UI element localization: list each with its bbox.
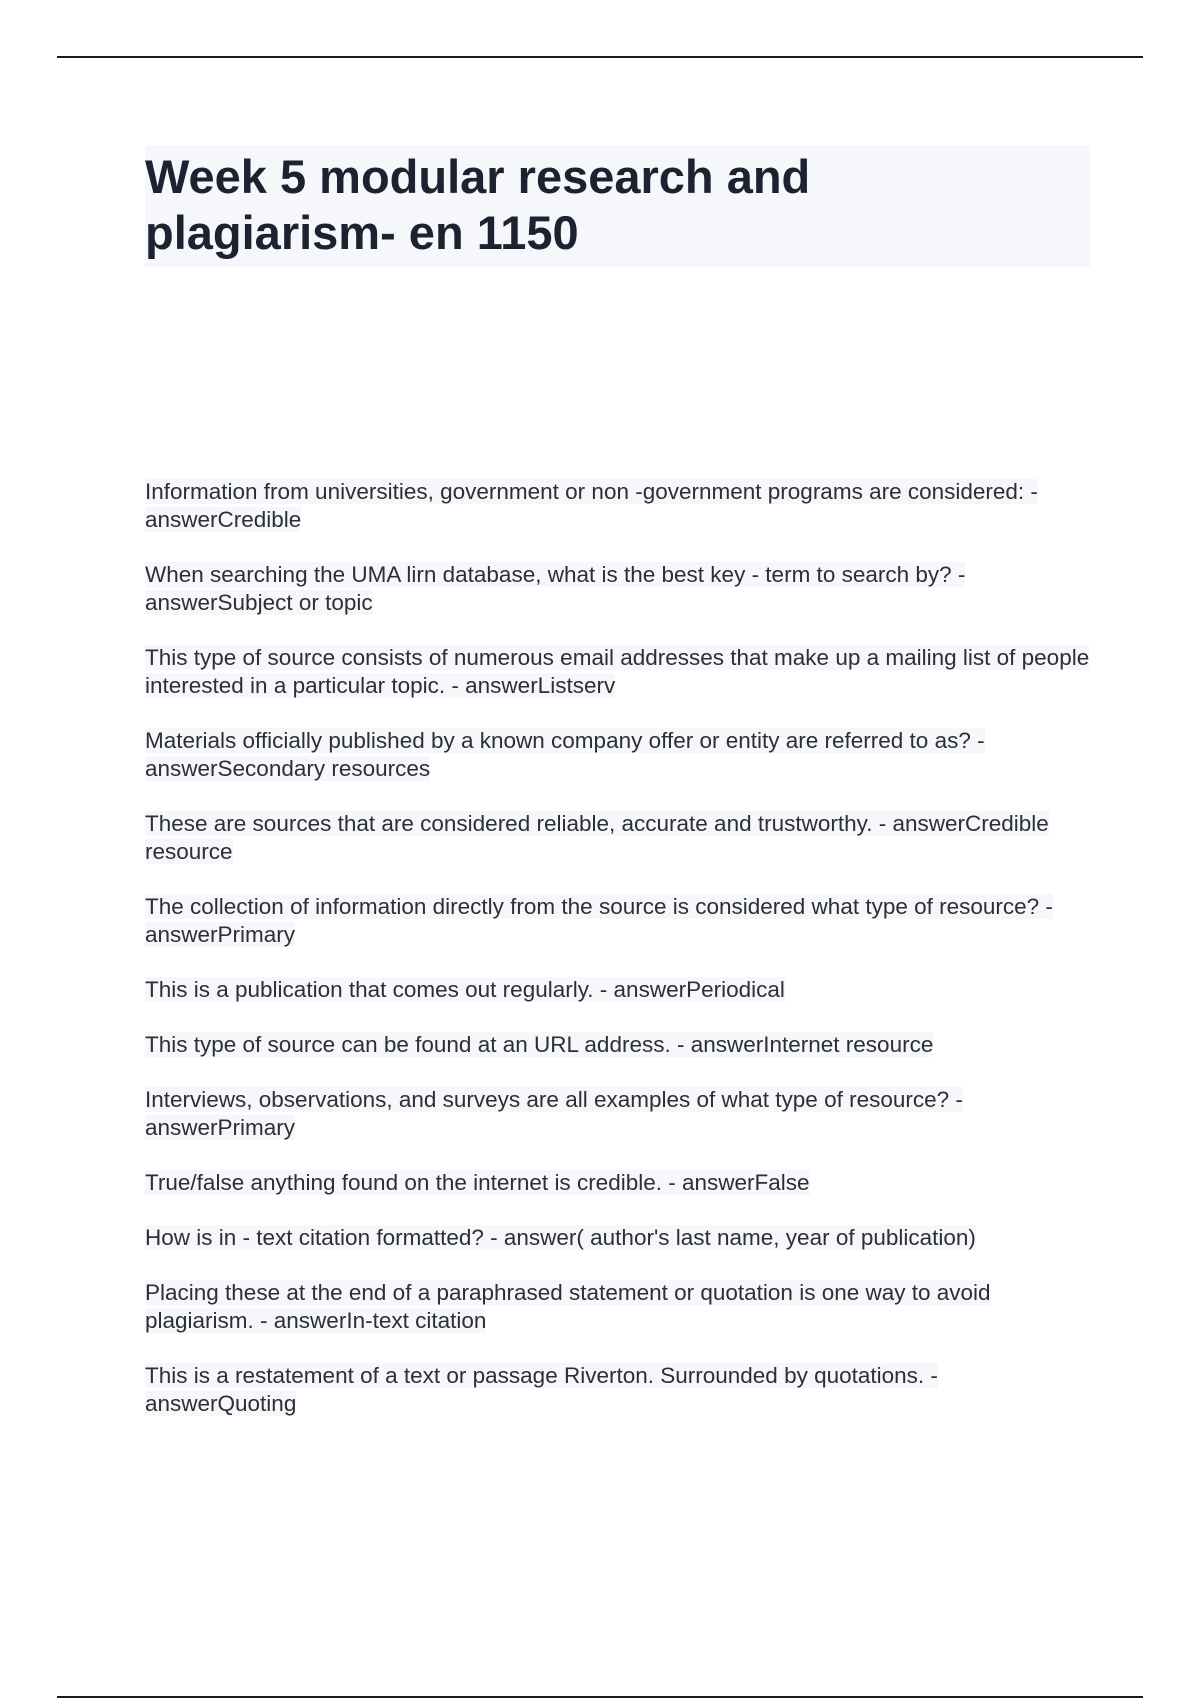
top-rule [57, 56, 1143, 58]
document-title [145, 145, 1090, 267]
title-line-1: Week 5 modular research and [145, 150, 811, 203]
qa-list [145, 478, 1095, 1445]
qa-text: True/false anything found on the internet is credible. - answerFalse [145, 1170, 810, 1195]
qa-text: Interviews, observations, and surveys are all examples of what type of resource? - answerPrimary [145, 1087, 963, 1140]
title-line-2: plagiarism- en 1150 [145, 206, 579, 259]
qa-item-2 [145, 561, 1095, 617]
qa-text: This type of source consists of numerous email addresses that make up a mailing list of people interested in a particular topic. - answerListserv [145, 645, 1090, 698]
qa-item-8 [145, 1031, 1095, 1059]
qa-text: How is in - text citation formatted? - answer( author's last name, year of publication) [145, 1225, 976, 1250]
qa-text: Materials officially published by a known company offer or entity are referred to as? - answerSecondary resources [145, 728, 985, 781]
qa-item-9 [145, 1086, 1095, 1142]
qa-text: Placing these at the end of a paraphrased statement or quotation is one way to avoid plagiarism. - answerIn-text citation [145, 1280, 991, 1333]
qa-text: Information from universities, government or non -government programs are considered: - answerCredible [145, 479, 1038, 532]
qa-item-11 [145, 1224, 1095, 1252]
qa-text: When searching the UMA lirn database, what is the best key - term to search by? - answerSubject or topic [145, 562, 966, 615]
qa-item-3 [145, 644, 1095, 700]
qa-item-10 [145, 1169, 1095, 1197]
qa-item-1 [145, 478, 1095, 534]
bottom-rule [57, 1696, 1143, 1698]
qa-item-6 [145, 893, 1095, 949]
qa-text: These are sources that are considered reliable, accurate and trustworthy. - answerCredible resource [145, 811, 1049, 864]
qa-text: The collection of information directly from the source is considered what type of resource? - answerPrimary [145, 894, 1053, 947]
qa-item-13 [145, 1362, 1095, 1418]
qa-item-5 [145, 810, 1095, 866]
qa-item-7 [145, 976, 1095, 1004]
qa-item-4 [145, 727, 1095, 783]
qa-item-12 [145, 1279, 1095, 1335]
qa-text: This is a restatement of a text or passage Riverton. Surrounded by quotations. - answerQuoting [145, 1363, 938, 1416]
qa-text: This is a publication that comes out regularly. - answerPeriodical [145, 977, 785, 1002]
qa-text: This type of source can be found at an URL address. - answerInternet resource [145, 1032, 934, 1057]
